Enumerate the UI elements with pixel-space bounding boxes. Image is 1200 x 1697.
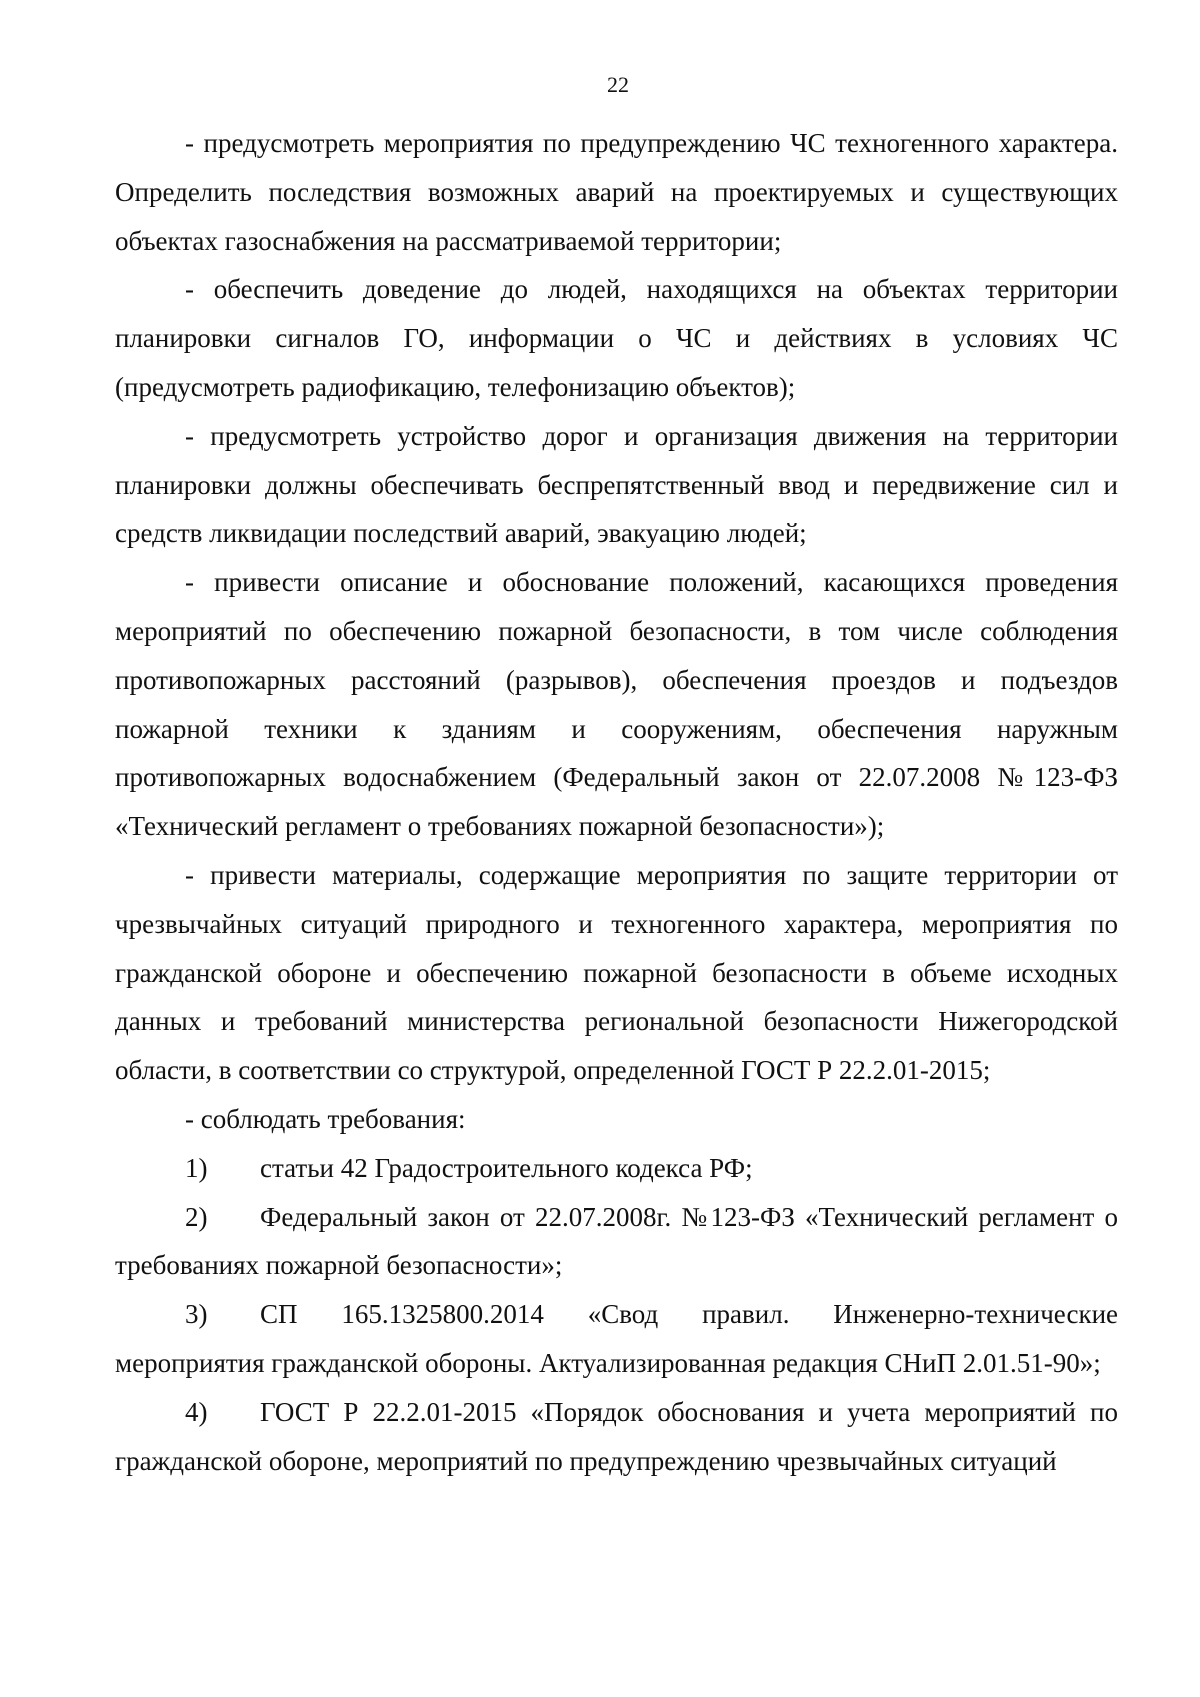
paragraph-fire-safety: - привести описание и обоснование положений, касающихся проведения мероприятий по обеспечению пожарной безопасности, в том числе соблюдения противопожарных расстояний (разрывов), обеспечения проездов и подъездов пожарной техники к зданиям и сооружениям, обеспечения наружным противопожарных водоснабжением (Федеральный закон от 22.07.2008 №123-ФЗ «Технический регламент о требованиях пожарной безопасности»); bbox=[115, 567, 1118, 842]
page-number: 22 bbox=[607, 72, 629, 97]
requirement-text: статьи 42 Градостроительного кодекса РФ; bbox=[260, 1152, 753, 1183]
requirement-text: СП 165.1325800.2014 «Свод правил. Инженерно-технические мероприятия гражданской обороны. Актуализированная редакция СНиП 2.01.51-90»; bbox=[115, 1299, 1118, 1378]
requirement-text: Федеральный закон от 22.07.2008г. №123-ФЗ «Технический регламент о требованиях пожарной безопасности»; bbox=[115, 1201, 1118, 1281]
requirement-number: 1) bbox=[185, 1152, 208, 1183]
requirement-item bbox=[115, 1290, 1118, 1388]
requirement-item bbox=[115, 1193, 1118, 1291]
requirement-item bbox=[115, 1388, 1118, 1486]
paragraph-emergency-measures: - предусмотреть мероприятия по предупреждению ЧС техногенного характера. Определить последствия возможных аварий на проектируемых и существующих объектах газоснабжения на рассматриваемой территории; bbox=[115, 128, 1118, 256]
requirement-text: ГОСТ Р 22.2.01-2015 «Порядок обоснования и учета мероприятий по гражданской обороне, мероприятий по предупреждению чрезвычайных ситуаций bbox=[115, 1396, 1118, 1476]
paragraph-requirements-intro: - соблюдать требования: bbox=[185, 1103, 466, 1134]
paragraph-civil-defense-signals: - обеспечить доведение до людей, находящихся на объектах территории планировки сигналов ГО, информации о ЧС и действиях в условиях ЧС (предусмотреть радиофикацию, телефонизацию объектов); bbox=[115, 274, 1118, 402]
document-body bbox=[115, 119, 1118, 1485]
requirement-item bbox=[115, 1144, 1118, 1193]
requirement-number: 4) bbox=[185, 1396, 208, 1427]
requirement-number: 3) bbox=[185, 1299, 208, 1330]
paragraph-roads-traffic: - предусмотреть устройство дорог и организация движения на территории планировки должны обеспечивать беспрепятственный ввод и передвижение сил и средств ликвидации последствий аварий, эвакуацию людей; bbox=[115, 420, 1118, 549]
requirement-number: 2) bbox=[185, 1201, 208, 1232]
paragraph-protection-materials: - привести материалы, содержащие мероприятия по защите территории от чрезвычайных ситуаций природного и техногенного характера, мероприятия по гражданской обороне и обеспечению пожарной безопасности в объеме исходных данных и требований министерства региональной безопасности Нижегородской области, в соответствии со структурой, определенной ГОСТ Р 22.2.01-2015; bbox=[115, 859, 1118, 1086]
